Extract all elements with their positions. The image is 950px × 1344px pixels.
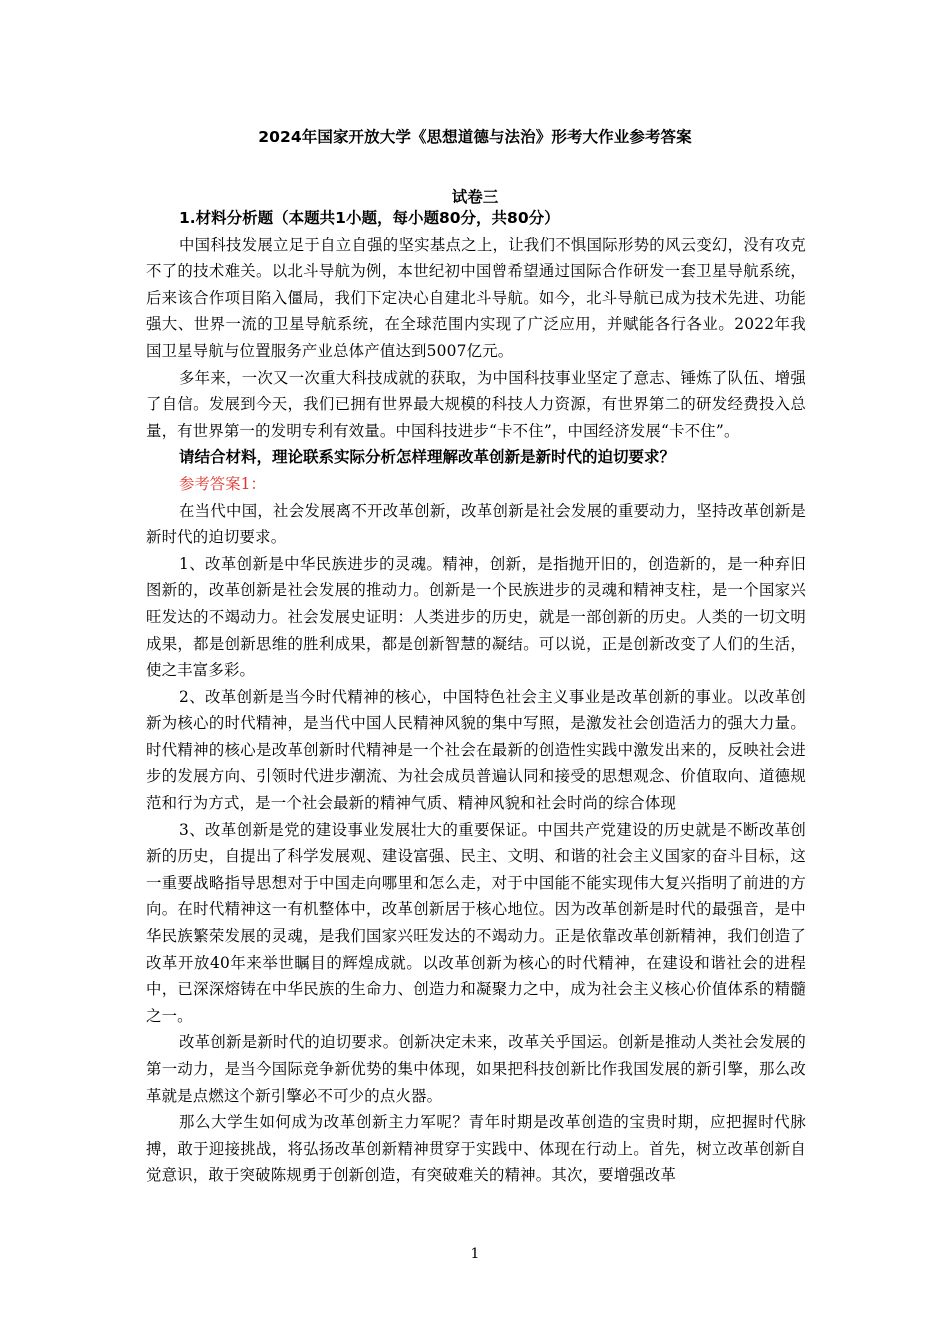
answer-paragraph: 1、改革创新是中华民族进步的灵魂。精神，创新，是指抛开旧的，创造新的，是一种弃旧图新的，改革创新是社会发展的推动力。创新是一个民族进步的灵魂和精神支柱，是一个国家兴旺发达的不竭动力。社会发展史证明：人类进步的历史，就是一部创新的历史。人类的一切文明成果，都是创新思维的胜利成果，都是创新智慧的凝结。可以说，正是创新改变了人们的生活，使之丰富多彩。 xyxy=(146,554,806,680)
answer-label: 参考答案1： xyxy=(179,474,266,493)
material-paragraph: 中国科技发展立足于自立自强的坚实基点之上，让我们不惧国际形势的风云变幻，没有攻克不了的技术难关。以北斗导航为例，本世纪初中国曾希望通过国际合作研发一套卫星导航系统，后来该合作项目陷入僵局，我们下定决心自建北斗导航。如今，北斗导航已成为技术先进、功能强大、世界一流的卫星导航系统，在全球范围内实现了广泛应用，并赋能各行各业。2022年我国卫星导航与位置服务产业总体产值达到5007亿元。 xyxy=(146,235,806,360)
page-number: 1 xyxy=(470,1246,480,1262)
document-body xyxy=(146,205,806,1189)
answer-paragraph: 在当代中国，社会发展离不开改革创新，改革创新是社会发展的重要动力，坚持改革创新是新时代的迫切要求。 xyxy=(146,501,806,547)
section-heading: 1.材料分析题（本题共1小题，每小题80分，共80分） xyxy=(179,209,560,227)
answer-paragraph: 3、改革创新是党的建设事业发展壮大的重要保证。中国共产党建设的历史就是不断改革创新的历史，自提出了科学发展观、建设富强、民主、文明、和谐的社会主义国家的奋斗目标，这一重要战略指导思想对于中国走向哪里和怎么走，对于中国能不能实现伟大复兴指明了前进的方向。在时代精神这一有机整体中，改革创新居于核心地位。因为改革创新是时代的最强音，是中华民族繁荣发展的灵魂，是我们国家兴旺发达的不竭动力。正是依靠改革创新精神，我们创造了改革开放40年来举世瞩目的辉煌成就。以改革创新为核心的时代精神，在建设和谐社会的进程中，已深深熔铸在中华民族的生命力、创造力和凝聚力之中，成为社会主义核心价值体系的精髓之一。 xyxy=(146,820,806,1025)
exam-subtitle: 试卷三 xyxy=(451,188,499,206)
answer-paragraph: 改革创新是新时代的迫切要求。创新决定未来，改革关乎国运。创新是推动人类社会发展的第一动力，是当今国际竞争新优势的集中体现，如果把科技创新比作我国发展的新引擎，那么改革就是点燃这个新引擎必不可少的点火器。 xyxy=(146,1033,806,1105)
answer-paragraph: 那么大学生如何成为改革创新主力军呢？青年时期是改革创造的宝贵时期，应把握时代脉搏，敢于迎接挑战，将弘扬改革创新精神贯穿于实践中、体现在行动上。首先，树立改革创新自觉意识，敢于突破陈规勇于创新创造，有突破难关的精神。其次，要增强改革 xyxy=(146,1113,806,1185)
material-paragraph: 多年来，一次又一次重大科技成就的获取，为中国科技事业坚定了意志、锤炼了队伍、增强了自信。发展到今天，我们已拥有世界最大规模的科技人力资源，有世界第二的研发经费投入总量，有世界第一的发明专利有效量。中国科技进步“卡不住”，中国经济发展“卡不住”。 xyxy=(146,368,806,440)
document-title: 2024年国家开放大学《思想道德与法治》形考大作业参考答案 xyxy=(258,128,692,146)
answer-paragraph: 2、改革创新是当今时代精神的核心，中国特色社会主义事业是改革创新的事业。以改革创新为核心的时代精神，是当代中国人民精神风貌的集中写照，是激发社会创造活力的强大力量。时代精神的核心是改革创新时代精神是一个社会在最新的创造性实践中激发出来的，反映社会进步的发展方向、引领时代进步潮流、为社会成员普遍认同和接受的思想观念、价值取向、道德规范和行为方式，是一个社会最新的精神气质、精神风貌和社会时尚的综合体现 xyxy=(146,687,806,813)
question-text: 请结合材料，理论联系实际分析怎样理解改革创新是新时代的迫切要求？ xyxy=(179,448,676,467)
